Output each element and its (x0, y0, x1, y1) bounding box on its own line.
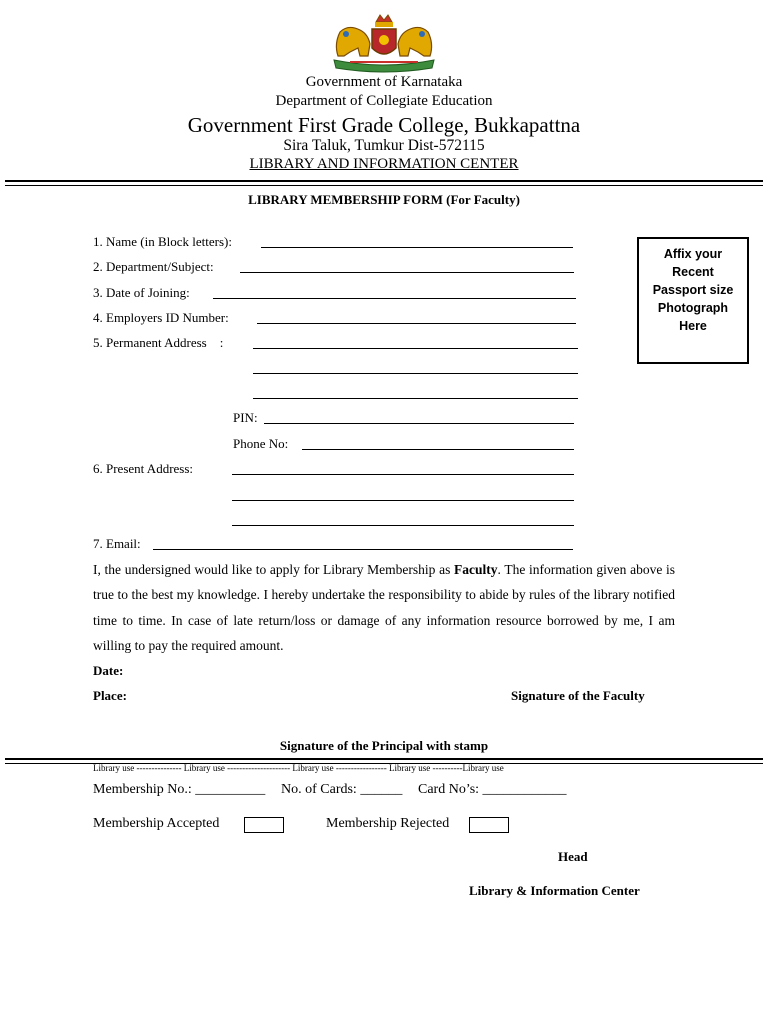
card-nos-field[interactable]: Card No’s: ____________ (418, 782, 567, 797)
photo-box-line: Photograph (657, 301, 729, 315)
college-name: Government First Grade College, Bukkapattna (187, 113, 581, 137)
head-label: Head (558, 849, 588, 864)
membership-rejected-label: Membership Rejected (326, 816, 450, 831)
email-label: 7. Email: (93, 536, 141, 551)
form-title: LIBRARY MEMBERSHIP FORM (For Faculty) (248, 192, 520, 207)
place-label: Place: (93, 688, 127, 703)
name-field[interactable] (261, 247, 573, 248)
header-line-department: Department of Collegiate Education (275, 93, 493, 109)
photo-box (637, 237, 749, 364)
membership-accepted-label: Membership Accepted (93, 816, 220, 831)
header-line-government: Government of Karnataka (305, 74, 463, 90)
employer-id-field[interactable] (257, 323, 576, 324)
department-label: 2. Department/Subject: (93, 259, 214, 274)
photo-box-line: Affix your (663, 247, 723, 261)
karnataka-emblem (320, 12, 448, 74)
library-center-heading: LIBRARY AND INFORMATION CENTER (249, 156, 519, 172)
membership-no-field[interactable]: Membership No.: __________ (93, 782, 266, 797)
declaration-faculty: Faculty (454, 562, 498, 577)
principal-signature-label: Signature of the Principal with stamp (279, 738, 489, 753)
no-of-cards-field[interactable]: No. of Cards: ______ (281, 782, 403, 797)
permanent-address-field-3[interactable] (253, 398, 578, 399)
declaration-text: I, the undersigned would like to apply for Library Membership as (93, 562, 455, 577)
phone-label: Phone No: (233, 436, 289, 451)
department-field[interactable] (240, 272, 574, 273)
faculty-signature-label: Signature of the Faculty (511, 688, 645, 703)
phone-field[interactable] (302, 449, 574, 450)
declaration-paragraph (93, 557, 675, 658)
photo-box-line: Recent (672, 265, 714, 279)
photo-box-line: Passport size (652, 283, 734, 297)
permanent-address-label: 5. Permanent Address : (93, 335, 224, 350)
name-label: 1. Name (in Block letters): (93, 234, 232, 249)
employer-id-label: 4. Employers ID Number: (93, 310, 229, 325)
pin-label: PIN: (233, 410, 258, 425)
present-address-field-2[interactable] (232, 500, 574, 501)
present-address-field-1[interactable] (232, 474, 574, 475)
joining-date-label: 3. Date of Joining: (93, 285, 190, 300)
permanent-address-field-2[interactable] (253, 373, 578, 374)
college-address: Sira Taluk, Tumkur Dist-572115 (283, 137, 485, 154)
library-center-signature: Library & Information Center (469, 883, 640, 898)
library-use-line: Library use --------------- Library use --------------------- Library use ----------------- Library use ----------Library use (93, 763, 504, 773)
joining-date-field[interactable] (213, 298, 576, 299)
membership-accepted-checkbox[interactable] (244, 817, 284, 833)
photo-box-line: Here (679, 319, 707, 333)
declaration-text: . The information given above is true to the best my knowledge. I hereby undertake the responsibility to abide by rules of the library notified time to time. In case of late return/loss or damage of any information resource borrowed by me, I am willing to pay the required amount. (93, 562, 675, 653)
present-address-field-3[interactable] (232, 525, 574, 526)
membership-rejected-checkbox[interactable] (469, 817, 509, 833)
permanent-address-field-1[interactable] (253, 348, 578, 349)
date-label: Date: (93, 663, 124, 678)
pin-field[interactable] (264, 423, 574, 424)
header-divider (5, 180, 763, 186)
email-field[interactable] (153, 549, 573, 550)
present-address-label: 6. Present Address: (93, 461, 194, 476)
